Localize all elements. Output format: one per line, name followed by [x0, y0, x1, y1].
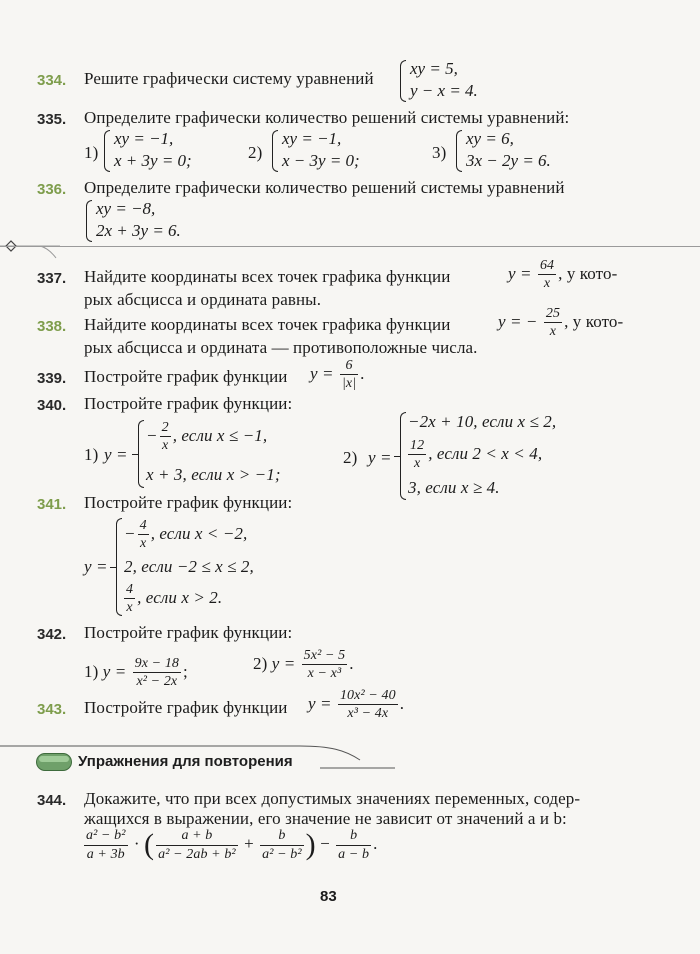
piecewise-brace — [138, 420, 144, 488]
divider-line — [0, 246, 700, 247]
problem-337-number: 337. — [37, 270, 67, 287]
section-pill-icon — [36, 753, 72, 771]
problem-344-line2: жащихся в выражении, его значение не зависит от значений a и b: — [84, 809, 567, 828]
margin-marker-icon — [0, 236, 60, 266]
section-title: Упражнения для повторения — [78, 753, 293, 770]
label-1: 1) — [84, 143, 99, 162]
problem-338-line2: рых абсцисса и ордината — противоположные числа. — [84, 338, 478, 357]
problem-341-case-1: − $\frac{4}{x}$ , если x < −2, — [124, 518, 248, 552]
problem-335-system-3: xy = 6, 3x − 2y = 6. — [466, 129, 551, 170]
problem-344-number: 344. — [37, 792, 67, 809]
y-label: y = — [84, 557, 108, 576]
problem-336-number: 336. — [37, 181, 67, 198]
problem-334-text: Решите графически систему уравнений — [84, 69, 374, 88]
problem-335-system-1: xy = −1, x + 3y = 0; — [114, 129, 192, 170]
problem-341-case-3: $\frac{4}{x}$ , если x > 2. — [126, 582, 223, 616]
problem-340-case-2c: 3, если x ≥ 4. — [408, 478, 500, 497]
problem-342-item-2: 2) y = $\frac{\text{5x² − 5}}{\text{x − x³}}$ . — [253, 648, 354, 682]
problem-340-text: Постройте график функции: — [84, 394, 293, 413]
problem-342-number: 342. — [37, 626, 67, 643]
problem-339-number: 339. — [37, 370, 67, 387]
y-label: y = — [368, 448, 392, 467]
problem-344-line1: Докажите, что при всех допустимых значениях переменных, содер- — [84, 789, 581, 808]
label-2: 2) — [343, 448, 358, 467]
problem-338-text: Найдите координаты всех точек графика функции — [84, 315, 451, 334]
problem-337-formula: y = $\frac{64}{x}$ , у кото- — [508, 258, 618, 292]
problem-344-expression: $\frac{\text{a² − b²}}{a + 3b}$ · ( $\frac{a + b}{\text{a² − 2ab + b²}}$ + $\frac{b}{\text{a² − b²}}$ ) − $\frac{b}{a - b}$ . — [86, 828, 378, 862]
problem-334-system: xy = 5, y − x = 4. — [410, 59, 478, 100]
problem-335-text: Определите графически количество решений системы уравнений: — [84, 108, 570, 127]
problem-341-number: 341. — [37, 496, 67, 513]
problem-340-case-1a: − $\frac{2}{x}$ , если x ≤ −1, — [146, 420, 268, 454]
page-number: 83 — [320, 888, 337, 905]
problem-339-formula: y = $\frac{6}{|x|}$ . — [310, 358, 365, 392]
label-3: 3) — [432, 143, 447, 162]
problem-340-case-1b: x + 3, если x > −1; — [146, 465, 281, 484]
problem-337-line2: рых абсцисса и ордината равны. — [84, 290, 322, 309]
problem-340-case-2a: −2x + 10, если x ≤ 2, — [408, 412, 557, 431]
system-brace — [86, 200, 92, 242]
problem-342-text: Постройте график функции: — [84, 623, 293, 642]
problem-335-number: 335. — [37, 111, 67, 128]
label-2: 2) — [248, 143, 263, 162]
problem-341-text: Постройте график функции: — [84, 493, 293, 512]
problem-339-text: Постройте график функции — [84, 367, 288, 386]
problem-337-text: Найдите координаты всех точек графика функции — [84, 267, 451, 286]
label-1: 1) — [84, 445, 99, 464]
problem-335-system-2: xy = −1, x − 3y = 0; — [282, 129, 360, 170]
problem-338-formula: y = − $\frac{25}{x}$ , у кото- — [498, 306, 624, 340]
problem-343-text: Постройте график функции — [84, 698, 288, 717]
problem-334-number: 334. — [37, 72, 67, 89]
problem-336-system: xy = −8, 2x + 3y = 6. — [96, 199, 181, 240]
problem-338-number: 338. — [37, 318, 67, 335]
problem-340-case-2b: $\frac{12}{x}$ , если 2 < x < 4, — [410, 438, 543, 472]
y-label: y = — [104, 445, 128, 464]
problem-340-number: 340. — [37, 397, 67, 414]
system-brace — [272, 130, 278, 172]
problem-336-text: Определите графически количество решений системы уравнений — [84, 178, 565, 197]
problem-342-item-1: 1) y = $\frac{9x - 18}{\text{x² − 2x}}$ ; — [84, 656, 188, 690]
problem-341-case-2: 2, если −2 ≤ x ≤ 2, — [124, 557, 254, 576]
problem-343-number: 343. — [37, 701, 67, 718]
system-brace — [400, 60, 406, 102]
system-brace — [104, 130, 110, 172]
problem-343-formula: y = $\frac{\text{10x² − 40}}{\text{x³ − 4x}}$ . — [308, 688, 405, 722]
system-brace — [456, 130, 462, 172]
